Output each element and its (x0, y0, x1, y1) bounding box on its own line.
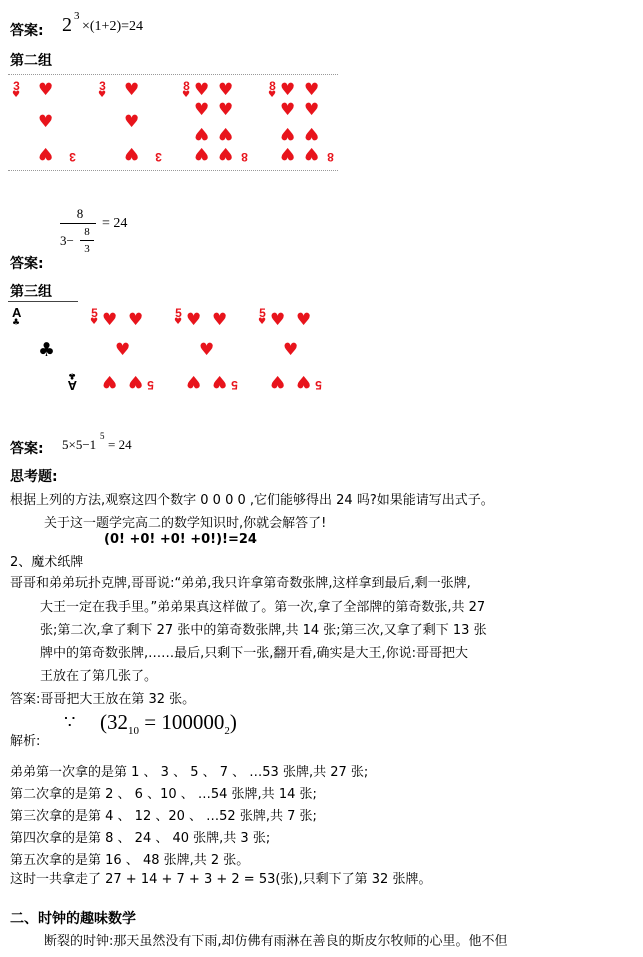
group2-cards (8, 74, 338, 172)
formula-rest: ×(1+2)=24 (82, 19, 144, 34)
answer-label-3: 答案: (10, 441, 44, 457)
inner-fraction-bar (80, 240, 94, 241)
playing-card-3-hearts (94, 74, 170, 170)
heart-icon: ♥ (268, 90, 277, 100)
card-rank: 5 (231, 378, 238, 392)
card-rank: 8 (241, 150, 248, 164)
formula-close: ) (229, 710, 237, 734)
magic-paragraph-line-4: 牌中的第奇数张牌,……最后,只剩下一张,翻开看,确实是大王,你说:哥哥把大 (40, 646, 469, 661)
heart-icon: ♥ (280, 123, 296, 143)
heart-icon: ♥ (194, 143, 210, 163)
heart-icon: ♥ (90, 317, 99, 327)
think-title: 思考题: (10, 469, 58, 485)
playing-card-5-hearts (256, 300, 332, 398)
think-formula: (0! +0! +0! +0!)!=24 (104, 532, 257, 547)
card-border-bottom (8, 170, 338, 171)
heart-icon: ♥ (199, 340, 215, 360)
card-rank: 3 (99, 79, 106, 93)
magic-paragraph-line-1: 哥哥和弟弟玩扑克牌,哥哥说:“弟弟,我只许拿第奇数张牌,这样拿到最后,剩一张牌, (10, 576, 471, 591)
playing-card-ace-clubs (8, 300, 84, 398)
card-rank: 5 (315, 378, 322, 392)
analysis-step-5: 第五次拿的是第 16 、 48 张牌,共 2 张。 (10, 853, 250, 868)
formula-mid: = 100000 (139, 710, 225, 734)
fraction-equals: = 24 (102, 216, 128, 231)
playing-card-5-hearts (172, 300, 248, 398)
card-rank: 5 (91, 306, 98, 320)
analysis-step-1: 弟弟第一次拿的是第 1 、 3 、 5 、 7 、 …53 张牌,共 27 张; (10, 765, 369, 780)
card-rank: 3 (155, 150, 162, 164)
heart-icon: ♥ (98, 90, 107, 100)
formula-exponent: 3 (74, 10, 80, 22)
think-line-1: 根据上列的方法,观察这四个数字 0 0 0 0 ,它们能够得出 24 吗?如果能请写出式子。 (10, 493, 494, 508)
heart-icon: ♥ (283, 340, 299, 360)
heart-icon: ♥ (212, 371, 228, 391)
magic-paragraph-line-2: 大王一定在我手里。”弟弟果真这样做了。第一次,拿了全部牌的第奇数张,共 27 (40, 600, 486, 615)
magic-paragraph-line-5: 王放在了第几张了。 (40, 669, 158, 684)
card-rank: 3 (69, 150, 76, 164)
analysis-step-4: 第四次拿的是第 8 、 24 、 40 张牌,共 3 张; (10, 831, 271, 846)
magic-paragraph-line-3: 张;第二次,拿了剩下 27 张中的第奇数张牌,共 14 张;第三次,又拿了剩下 13 张 (40, 623, 487, 638)
formula-part-b: = 24 (108, 437, 132, 452)
club-icon: ♣ (38, 339, 56, 361)
formula-base: 2 (62, 14, 72, 36)
think-line-2: 关于这一题学完高二的数学知识时,你就会解答了! (44, 516, 327, 531)
playing-card-8-hearts (264, 74, 340, 170)
group2-title: 第二组 (10, 53, 52, 69)
heart-icon: ♥ (296, 310, 312, 330)
card-rank: 5 (259, 306, 266, 320)
fraction-bar (60, 223, 96, 224)
clock-paragraph-line-1: 断裂的时钟:那天虽然没有下雨,却仿佛有雨淋在善良的斯皮尔牧师的心里。他不但 (44, 934, 508, 949)
heart-icon: ♥ (280, 143, 296, 163)
heart-icon: ♥ (174, 317, 183, 327)
analysis-step-3: 第三次拿的是第 4 、 12 、20 、 …52 张牌,共 7 张; (10, 809, 317, 824)
heart-icon: ♥ (182, 90, 191, 100)
magic-title: 2、魔术纸牌 (10, 555, 84, 570)
heart-icon: ♥ (12, 90, 21, 100)
card-rank: A (12, 305, 22, 320)
card-rank: 3 (13, 79, 20, 93)
group3-title: 第三组 (10, 284, 52, 300)
heart-icon: ♥ (128, 371, 144, 391)
binary-formula (100, 710, 237, 737)
heart-icon: ♥ (124, 112, 140, 132)
formula-open: (32 (100, 710, 128, 734)
heart-icon: ♥ (186, 371, 202, 391)
heart-icon: ♥ (258, 317, 267, 327)
card-rank: 8 (327, 150, 334, 164)
card-rank: 5 (147, 378, 154, 392)
answer-label-top: 答案: (10, 23, 44, 39)
heart-icon: ♥ (218, 100, 234, 120)
heart-icon: ♥ (218, 123, 234, 143)
club-icon: ♣ (12, 318, 21, 328)
subscript-2: 2 (224, 725, 230, 738)
fraction-numerator: 8 (76, 206, 84, 221)
heart-icon: ♥ (115, 340, 131, 360)
group3-cards (8, 300, 338, 400)
heart-icon: ♥ (186, 310, 202, 330)
club-icon: ♣ (68, 370, 77, 380)
heart-icon: ♥ (38, 112, 54, 132)
heart-icon: ♥ (194, 80, 210, 100)
card-rank: 5 (175, 306, 182, 320)
heart-icon: ♥ (194, 100, 210, 120)
heart-icon: ♥ (270, 371, 286, 391)
heart-icon: ♥ (296, 371, 312, 391)
analysis-step-2: 第二次拿的是第 2 、 6 、10 、 …54 张牌,共 14 张; (10, 787, 317, 802)
analysis-step-6: 这时一共拿走了 27 + 14 + 7 + 3 + 2 = 53(张),只剩下了第 32 张牌。 (10, 872, 432, 887)
fraction-denominator-left: 3− (60, 233, 74, 248)
answer-label-2: 答案: (10, 256, 44, 272)
inner-denominator: 3 (84, 243, 90, 255)
heart-icon: ♥ (280, 80, 296, 100)
because-symbol: ∵ (64, 712, 76, 732)
playing-card-8-hearts (178, 74, 254, 170)
heart-icon: ♥ (270, 310, 286, 330)
heart-icon: ♥ (280, 100, 296, 120)
card-rank: A (67, 378, 77, 393)
heart-icon: ♥ (128, 310, 144, 330)
heart-icon: ♥ (218, 143, 234, 163)
clock-title: 二、时钟的趣味数学 (10, 911, 136, 927)
playing-card-3-hearts (8, 74, 84, 170)
analysis-label: 解析: (10, 734, 41, 749)
inner-numerator: 8 (84, 226, 90, 238)
heart-icon: ♥ (212, 310, 228, 330)
heart-icon: ♥ (304, 123, 320, 143)
card-rank: 8 (183, 79, 190, 93)
heart-icon: ♥ (194, 123, 210, 143)
card-rank: 8 (269, 79, 276, 93)
heart-icon: ♥ (124, 143, 140, 163)
heart-icon: ♥ (38, 80, 54, 100)
heart-icon: ♥ (218, 80, 234, 100)
formula-part-a: 5×5−1 (62, 437, 97, 452)
heart-icon: ♥ (124, 80, 140, 100)
heart-icon: ♥ (304, 80, 320, 100)
formula-exponent: 5 (100, 431, 105, 441)
heart-icon: ♥ (102, 371, 118, 391)
heart-icon: ♥ (38, 143, 54, 163)
playing-card-5-hearts (88, 300, 164, 398)
magic-answer: 答案:哥哥把大王放在第 32 张。 (10, 692, 196, 707)
heart-icon: ♥ (304, 100, 320, 120)
subscript-10: 10 (128, 725, 139, 738)
heart-icon: ♥ (102, 310, 118, 330)
heart-icon: ♥ (304, 143, 320, 163)
